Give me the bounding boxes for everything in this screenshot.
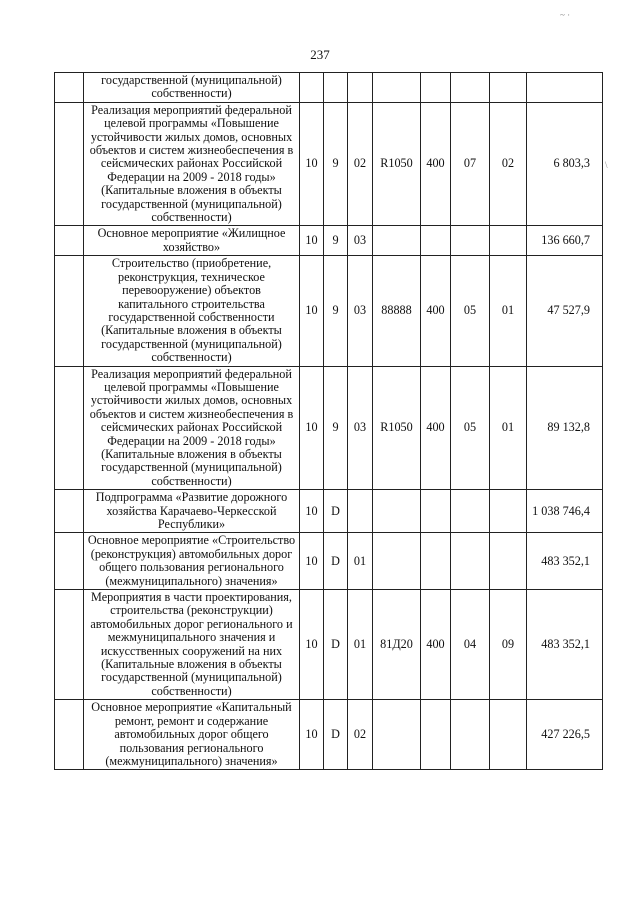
- code-cell-c5: 400: [421, 256, 451, 366]
- code-cell-c3: 02: [348, 102, 373, 226]
- table-row: [55, 73, 603, 103]
- code-cell-c2: 9: [324, 256, 348, 366]
- code-cell-c3: 01: [348, 533, 373, 590]
- item-name-cell: Основное мероприятие «Капитальный ремонт, ремонт и содержание автомобильных дорог общего пользования регионального (межмуниципального) значения»: [84, 700, 300, 770]
- code-cell-c2: D: [324, 533, 348, 590]
- budget-table: [54, 72, 603, 770]
- code-cell-c3: 03: [348, 226, 373, 256]
- item-name-cell: Реализация мероприятий федеральной целевой программы «Повышение устойчивости жилых домов, основных объектов и систем жизнеобеспечения в сейсмических районах Российской Федерации на 2009 - 2018 годы» (Капитальные вложения в объекты государственной (муниципальной) собственности): [84, 366, 300, 490]
- code-cell-c1: 10: [300, 102, 324, 226]
- code-cell-c4: [373, 700, 421, 770]
- code-cell-c7: [490, 533, 527, 590]
- code-cell-c4: R1050: [373, 102, 421, 226]
- row-index-cell: [55, 226, 84, 256]
- row-index-cell: [55, 490, 84, 533]
- table-row: [55, 700, 603, 770]
- code-cell-c6: [451, 700, 490, 770]
- code-cell-c3: [348, 490, 373, 533]
- amount-cell: 6 803,3: [527, 102, 603, 226]
- page-number: 237: [310, 47, 330, 62]
- code-cell-c3: 02: [348, 700, 373, 770]
- item-name-cell: государственной (муниципальной) собственности): [84, 73, 300, 103]
- code-cell-c6: 04: [451, 590, 490, 700]
- code-cell-c6: [451, 490, 490, 533]
- item-name-cell: Основное мероприятие «Жилищное хозяйство»: [84, 226, 300, 256]
- code-cell-c1: 10: [300, 700, 324, 770]
- code-cell-c7: 01: [490, 256, 527, 366]
- code-cell-c1: 10: [300, 533, 324, 590]
- code-cell-c5: 400: [421, 102, 451, 226]
- code-cell-c6: [451, 73, 490, 103]
- row-index-cell: [55, 590, 84, 700]
- code-cell-c2: [324, 73, 348, 103]
- code-cell-c2: 9: [324, 102, 348, 226]
- code-cell-c1: 10: [300, 256, 324, 366]
- code-cell-c5: [421, 533, 451, 590]
- table-row: [55, 256, 603, 366]
- code-cell-c3: 03: [348, 366, 373, 490]
- code-cell-c5: [421, 700, 451, 770]
- table-row: [55, 490, 603, 533]
- code-cell-c4: R1050: [373, 366, 421, 490]
- table-row: [55, 366, 603, 490]
- code-cell-c1: 10: [300, 490, 324, 533]
- row-index-cell: [55, 366, 84, 490]
- row-index-cell: [55, 102, 84, 226]
- code-cell-c4: [373, 490, 421, 533]
- amount-cell: 483 352,1: [527, 533, 603, 590]
- code-cell-c6: 07: [451, 102, 490, 226]
- code-cell-c3: [348, 73, 373, 103]
- code-cell-c4: 81Д20: [373, 590, 421, 700]
- amount-cell: 483 352,1: [527, 590, 603, 700]
- code-cell-c1: 10: [300, 226, 324, 256]
- item-name-cell: Мероприятия в части проектирования, строительства (реконструкции) автомобильных дорог регионального и межмуниципального значения и искусственных сооружений на них (Капитальные вложения в объекты государственной (муниципальной) собственности): [84, 590, 300, 700]
- code-cell-c4: [373, 533, 421, 590]
- amount-cell: 427 226,5: [527, 700, 603, 770]
- code-cell-c7: 01: [490, 366, 527, 490]
- item-name-cell: Реализация мероприятий федеральной целевой программы «Повышение устойчивости жилых домов, основных объектов и систем жизнеобеспечения в сейсмических районах Российской Федерации на 2009 - 2018 годы» (Капитальные вложения в объекты государственной (муниципальной) собственности): [84, 102, 300, 226]
- code-cell-c6: [451, 533, 490, 590]
- scan-speck: ~ ·: [560, 10, 571, 20]
- code-cell-c6: [451, 226, 490, 256]
- item-name-cell: Основное мероприятие «Строительство (реконструкция) автомобильных дорог общего пользования регионального (межмуниципального) значения»: [84, 533, 300, 590]
- table-row: [55, 102, 603, 226]
- code-cell-c7: 09: [490, 590, 527, 700]
- code-cell-c3: 03: [348, 256, 373, 366]
- code-cell-c1: 10: [300, 366, 324, 490]
- row-index-cell: [55, 533, 84, 590]
- code-cell-c5: [421, 73, 451, 103]
- item-name-cell: Подпрограмма «Развитие дорожного хозяйства Карачаево-Черкесской Республики»: [84, 490, 300, 533]
- table-row: [55, 533, 603, 590]
- code-cell-c5: 400: [421, 590, 451, 700]
- code-cell-c2: 9: [324, 366, 348, 490]
- amount-cell: 1 038 746,4: [527, 490, 603, 533]
- code-cell-c2: 9: [324, 226, 348, 256]
- code-cell-c4: [373, 73, 421, 103]
- code-cell-c5: 400: [421, 366, 451, 490]
- amount-cell: [527, 73, 603, 103]
- amount-cell: 89 132,8: [527, 366, 603, 490]
- code-cell-c1: 10: [300, 590, 324, 700]
- code-cell-c4: [373, 226, 421, 256]
- code-cell-c7: [490, 700, 527, 770]
- row-index-cell: [55, 700, 84, 770]
- code-cell-c4: 88888: [373, 256, 421, 366]
- code-cell-c1: [300, 73, 324, 103]
- code-cell-c6: 05: [451, 256, 490, 366]
- amount-cell: 47 527,9: [527, 256, 603, 366]
- code-cell-c5: [421, 226, 451, 256]
- code-cell-c7: [490, 490, 527, 533]
- code-cell-c3: 01: [348, 590, 373, 700]
- amount-cell: 136 660,7: [527, 226, 603, 256]
- code-cell-c2: D: [324, 490, 348, 533]
- scan-speck: \: [605, 160, 608, 170]
- row-index-cell: [55, 73, 84, 103]
- code-cell-c7: [490, 73, 527, 103]
- table-row: [55, 226, 603, 256]
- table-row: [55, 590, 603, 700]
- code-cell-c5: [421, 490, 451, 533]
- code-cell-c2: D: [324, 590, 348, 700]
- code-cell-c7: 02: [490, 102, 527, 226]
- row-index-cell: [55, 256, 84, 366]
- code-cell-c7: [490, 226, 527, 256]
- code-cell-c6: 05: [451, 366, 490, 490]
- item-name-cell: Строительство (приобретение, реконструкция, техническое перевооружение) объектов капитального строительства государственной собственности (Капитальные вложения в объекты государственной (муниципальной) собственности): [84, 256, 300, 366]
- code-cell-c2: D: [324, 700, 348, 770]
